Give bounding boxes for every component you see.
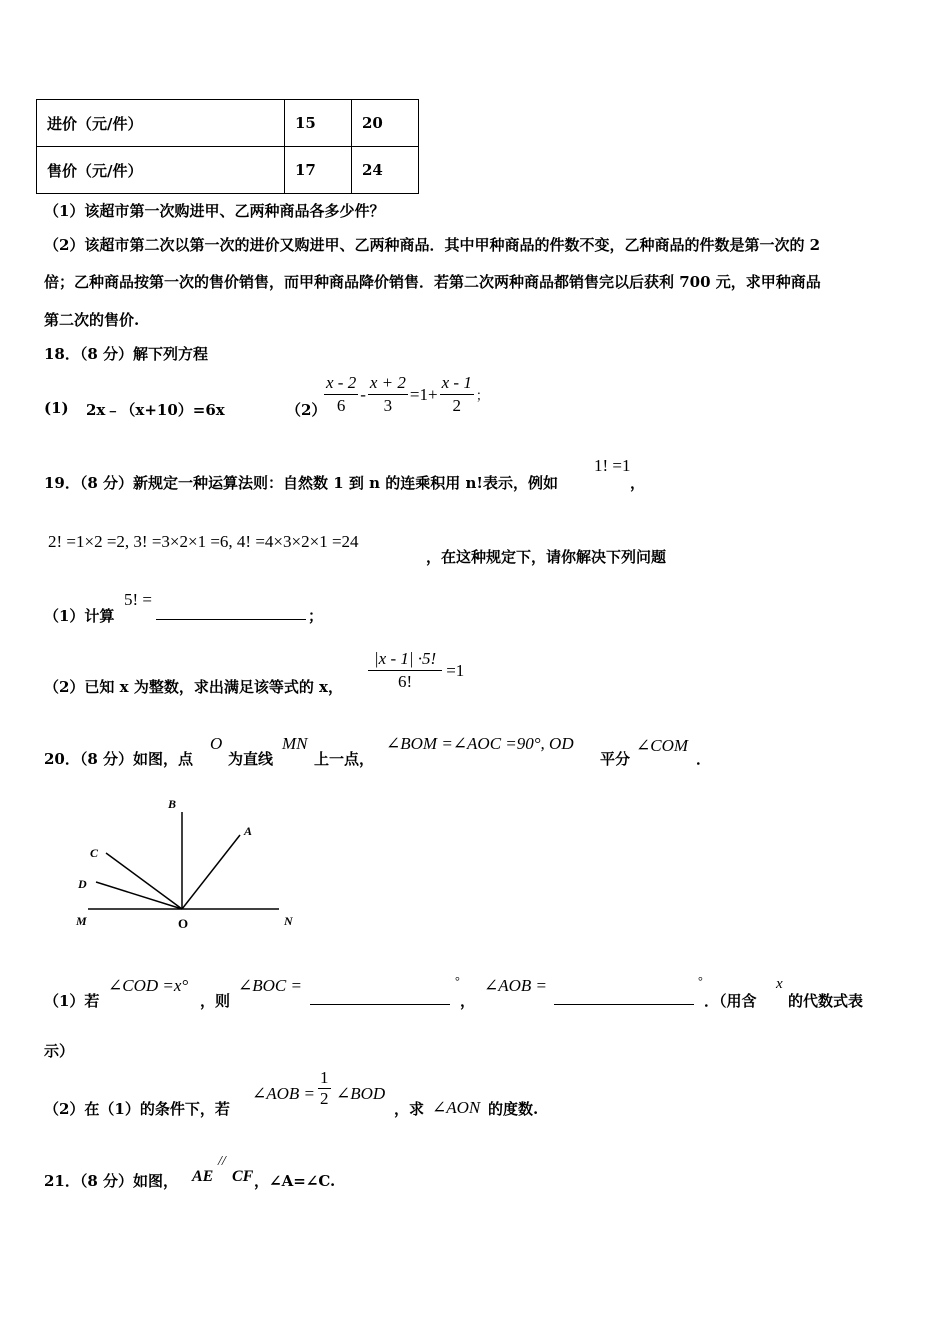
fraction bbox=[440, 372, 474, 417]
q19-p1-semicolon: ； bbox=[308, 607, 324, 625]
q18-title: 18．（8 分）解下列方程 bbox=[44, 345, 209, 363]
q19-title: 19．（8 分）新规定一种运算法则：自然数 1 到 n 的连乘积用 n!表示，例如 bbox=[44, 474, 558, 492]
price-table bbox=[36, 99, 419, 194]
fraction-numerator: x - 1 bbox=[440, 372, 474, 395]
q20-text-2: 为直线 bbox=[228, 750, 274, 768]
equals-one: =1 bbox=[446, 660, 465, 680]
q21-parallel: // bbox=[218, 1154, 226, 1169]
label-n: N bbox=[284, 914, 293, 928]
q19-example-2: 2! =1×2 =2, 3! =3×2×1 =6, 4! =4×3×2×1 =24 bbox=[48, 532, 359, 551]
q17-part2-line1: （2）该超市第二次以第一次的进价又购进甲、乙两种商品．其中甲种商品的件数不变，乙种商品的件数是第一次的 2 bbox=[44, 236, 821, 254]
q20-point-o: O bbox=[210, 734, 223, 753]
fraction bbox=[368, 648, 442, 693]
q21-text: 21．（8 分）如图， bbox=[44, 1172, 179, 1190]
fraction-denominator: 2 bbox=[452, 396, 461, 415]
fraction bbox=[318, 1068, 331, 1109]
q19-p1-label: （1）计算 bbox=[44, 607, 115, 625]
q19-p1-expression: 5! = bbox=[124, 590, 152, 609]
q21-ae: AE bbox=[192, 1168, 214, 1185]
q20-p1-then: ，则 bbox=[200, 992, 231, 1010]
q17-part2-line3: 第二次的售价. bbox=[44, 311, 140, 329]
q20-p1-expression: 的代数式表 bbox=[788, 992, 864, 1010]
q18-p1-equation: 2x﹣（x+10）=6x bbox=[86, 401, 225, 419]
q20-p1-blank-2[interactable] bbox=[554, 990, 694, 1009]
fraction bbox=[368, 372, 408, 417]
q18-p2-equation bbox=[324, 372, 489, 417]
fraction-numerator: |x - 1| ·5! bbox=[368, 648, 442, 671]
table-row bbox=[37, 100, 419, 147]
q19-p2-equation bbox=[368, 648, 464, 693]
label-c: C bbox=[90, 846, 99, 860]
q18-p2-label: （2） bbox=[286, 401, 327, 419]
q19-p1-answer-blank[interactable] bbox=[156, 605, 306, 624]
q20-p2-bod: ∠BOD bbox=[336, 1084, 386, 1103]
q20-p1-degree-2: ° bbox=[698, 974, 703, 988]
fraction-numerator: x - 2 bbox=[324, 372, 358, 395]
q20-p1-comma: ， bbox=[460, 992, 476, 1010]
q20-p2-label: （2）在（1）的条件下，若 bbox=[44, 1100, 230, 1118]
q20-p1-hint: ．（用含 bbox=[704, 992, 757, 1010]
q19-p2-label: （2）已知 x 为整数，求出满足该等式的 x， bbox=[44, 678, 343, 696]
q20-p1-aob: ∠AOB = bbox=[484, 976, 548, 995]
ray-od bbox=[96, 882, 182, 909]
q20-p1-boc: ∠BOC = bbox=[238, 976, 302, 995]
ray-oc bbox=[106, 853, 182, 909]
q19-comma: ， bbox=[630, 474, 646, 492]
q20-p2-half bbox=[318, 1068, 331, 1109]
q20-p2-aon: ∠AON bbox=[432, 1098, 481, 1117]
q20-line-mn: MN bbox=[282, 734, 308, 753]
label-o: O bbox=[178, 916, 189, 931]
cell-b: 24 bbox=[352, 147, 419, 194]
q20-p1-x: x bbox=[776, 976, 783, 992]
q19-example-1: 1! =1 bbox=[594, 456, 631, 475]
q17-part2-line2: 倍；乙种商品按第一次的售价销售，而甲种商品降价销售．若第二次两种商品都销售完以后获利 700 元，求甲种商品 bbox=[44, 273, 821, 291]
fraction-denominator: 2 bbox=[320, 1089, 329, 1108]
fraction-numerator: 1 bbox=[320, 1068, 329, 1087]
label-d: D bbox=[78, 877, 87, 891]
q20-text-4: 平分 bbox=[600, 750, 631, 768]
q20-p2-tail: 的度数. bbox=[488, 1100, 539, 1118]
q18-p1-label: (1) bbox=[44, 399, 69, 417]
fraction-numerator: x + 2 bbox=[368, 372, 408, 395]
label-m: M bbox=[76, 914, 87, 928]
q19-intro: ，在这种规定下，请你解决下列问题 bbox=[426, 548, 667, 566]
q20-p1-cod: ∠COD =x° bbox=[108, 976, 189, 995]
label-a: A bbox=[244, 824, 253, 838]
angle-figure bbox=[70, 790, 310, 940]
q20-p1-label: （1）若 bbox=[44, 992, 100, 1010]
q17-part1: （1）该超市第一次购进甲、乙两种商品各多少件？ bbox=[44, 202, 385, 220]
fraction-denominator: 6! bbox=[398, 672, 413, 691]
label-b: B bbox=[168, 797, 177, 811]
row-label: 进价（元/件） bbox=[37, 100, 285, 147]
row-label: 售价（元/件） bbox=[37, 147, 285, 194]
fraction-denominator: 3 bbox=[383, 396, 393, 415]
q21-condition: ，∠A=∠C. bbox=[254, 1172, 336, 1190]
q20-p2-find: ，求 bbox=[394, 1100, 425, 1118]
q20-text-1: 20．（8 分）如图，点 bbox=[44, 750, 194, 768]
q20-text-3: 上一点， bbox=[314, 750, 375, 768]
ray-oa bbox=[182, 835, 240, 909]
cell-a: 15 bbox=[285, 100, 352, 147]
q20-p1-blank-1[interactable] bbox=[310, 990, 450, 1009]
fraction-denominator: 6 bbox=[336, 396, 346, 415]
cell-b: 20 bbox=[352, 100, 419, 147]
q20-period: ． bbox=[696, 750, 712, 768]
q20-angle-com: ∠COM bbox=[636, 736, 689, 755]
semicolon: ； bbox=[475, 388, 489, 403]
equals-one-plus: =1+ bbox=[409, 384, 438, 404]
q20-p2-aob: ∠AOB = bbox=[252, 1084, 316, 1103]
minus-sign: - bbox=[360, 384, 366, 404]
q20-condition: ∠BOM =∠AOC =90°, OD bbox=[386, 734, 574, 753]
table-row bbox=[37, 147, 419, 194]
q21-cf: CF bbox=[232, 1168, 254, 1185]
q20-p1-line2: 示） bbox=[44, 1042, 75, 1060]
cell-a: 17 bbox=[285, 147, 352, 194]
fraction bbox=[324, 372, 358, 417]
q20-p1-degree-1: ° bbox=[455, 974, 460, 988]
